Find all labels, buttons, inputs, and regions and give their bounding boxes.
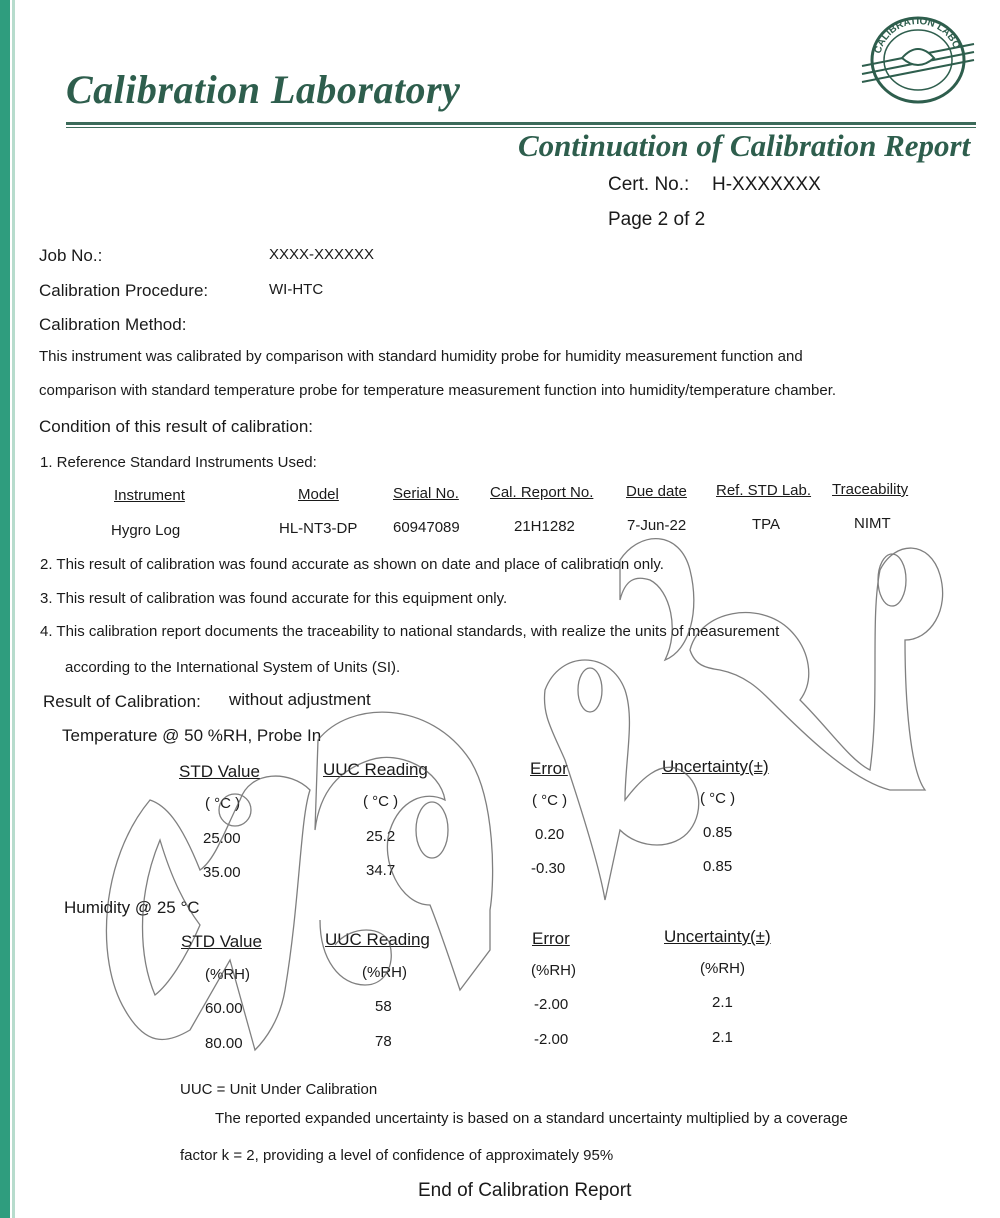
hum-row-2-std: 80.00 [205, 1035, 243, 1052]
ref-header-ref-lab: Ref. STD Lab. [716, 482, 812, 499]
hum-row-2-uncertainty: 2.1 [712, 1029, 733, 1046]
hum-header-std: STD Value [181, 932, 262, 951]
condition-item-1: 1. Reference Standard Instruments Used: [40, 454, 317, 471]
temp-header-uncertainty: Uncertainty(±) [662, 757, 769, 776]
hum-header-error: Error [532, 929, 570, 948]
temp-row-1-std: 25.00 [203, 830, 241, 847]
hum-unit-error: (%RH) [531, 962, 576, 979]
ref-cell-serial: 60947089 [393, 519, 460, 536]
cert-label: Cert. No.: [608, 174, 690, 195]
hum-row-1-uncertainty: 2.1 [712, 994, 733, 1011]
temp-unit-error: ( °C ) [532, 792, 568, 809]
condition-item-3: 3. This result of calibration was found accurate for this equipment only. [40, 590, 508, 607]
temp-row-2-uuc: 34.7 [366, 862, 396, 879]
uncertainty-note-line-1: The reported expanded uncertainty is based on a standard uncertainty multiplied by a coverage [215, 1110, 848, 1127]
method-label: Calibration Method: [39, 315, 187, 334]
temp-row-1-uuc: 25.2 [366, 828, 396, 845]
job-label: Job No.: [39, 246, 103, 265]
ref-header-instrument: Instrument [114, 487, 185, 504]
result-label: Result of Calibration: [43, 692, 201, 711]
hum-header-uncertainty: Uncertainty(±) [664, 927, 771, 946]
ref-cell-traceability: NIMT [854, 515, 891, 532]
condition-item-4-line-2: according to the International System of Units (SI). [65, 659, 401, 676]
procedure-label: Calibration Procedure: [39, 281, 209, 300]
method-line-1: This instrument was calibrated by comparison with standard humidity probe for humidity measurement function and [39, 348, 803, 365]
hum-unit-uncertainty: (%RH) [700, 960, 745, 977]
uuc-note: UUC = Unit Under Calibration [180, 1081, 378, 1098]
hum-row-1-uuc: 58 [375, 998, 392, 1015]
ref-cell-ref-lab: TPA [752, 516, 781, 533]
ref-cell-cal-report: 21H1282 [514, 518, 575, 535]
temp-unit-uncertainty: ( °C ) [700, 790, 736, 807]
header-rule [66, 122, 976, 125]
procedure-value: WI-HTC [269, 281, 324, 298]
hum-row-2-error: -2.00 [534, 1031, 569, 1048]
left-margin-stripe [12, 0, 15, 1218]
hum-header-uuc: UUC Reading [325, 930, 430, 949]
hum-row-1-error: -2.00 [534, 996, 569, 1013]
temp-row-1-uncertainty: 0.85 [703, 824, 733, 841]
lab-name: Calibration Laboratory [66, 67, 461, 112]
hum-row-1-std: 60.00 [205, 1000, 243, 1017]
temp-unit-std: ( °C ) [205, 795, 241, 812]
ref-header-cal-report: Cal. Report No. [490, 484, 594, 501]
temp-row-2-error: -0.30 [531, 860, 566, 877]
uncertainty-note-line-2: factor k = 2, providing a level of confidence of approximately 95% [180, 1147, 614, 1164]
left-margin-bar [0, 0, 10, 1218]
hum-unit-uuc: (%RH) [362, 964, 407, 981]
temp-row-2-std: 35.00 [203, 864, 241, 881]
ref-header-traceability: Traceability [832, 481, 909, 498]
temperature-title: Temperature @ 50 %RH, Probe In [62, 726, 322, 745]
ref-cell-model: HL-NT3-DP [279, 520, 358, 537]
ref-cell-due-date: 7-Jun-22 [627, 517, 687, 534]
report-title: Continuation of Calibration Report [518, 128, 971, 163]
job-value: XXXX-XXXXXX [269, 246, 375, 263]
method-line-2: comparison with standard temperature probe for temperature measurement function into humidity/temperature chamber. [39, 382, 837, 399]
ref-header-model: Model [298, 486, 339, 503]
condition-item-4-line-1: 4. This calibration report documents the traceability to national standards, with realize the units of measurement [40, 623, 780, 640]
hum-row-2-uuc: 78 [375, 1033, 392, 1050]
temp-header-std: STD Value [179, 762, 260, 781]
temp-header-error: Error [530, 759, 568, 778]
temp-row-2-uncertainty: 0.85 [703, 858, 733, 875]
hum-unit-std: (%RH) [205, 966, 250, 983]
condition-label: Condition of this result of calibration: [39, 417, 314, 436]
condition-item-2: 2. This result of calibration was found accurate as shown on date and place of calibration only. [40, 556, 664, 573]
humidity-title: Humidity @ 25 °C [64, 898, 200, 917]
temp-unit-uuc: ( °C ) [363, 793, 399, 810]
cert-number: H-XXXXXXX [712, 174, 821, 195]
end-of-report: End of Calibration Report [418, 1180, 632, 1201]
ref-header-due-date: Due date [626, 483, 687, 500]
temp-header-uuc: UUC Reading [323, 760, 428, 779]
result-note: without adjustment [229, 690, 371, 709]
ref-cell-instrument: Hygro Log [111, 522, 181, 539]
ref-header-serial: Serial No. [393, 485, 459, 502]
svg-text:CALIBRATION LABO: CALIBRATION LABO [872, 15, 962, 55]
page-number: Page 2 of 2 [608, 209, 706, 230]
calibration-seal-logo [858, 14, 978, 106]
temp-row-1-error: 0.20 [535, 826, 565, 843]
